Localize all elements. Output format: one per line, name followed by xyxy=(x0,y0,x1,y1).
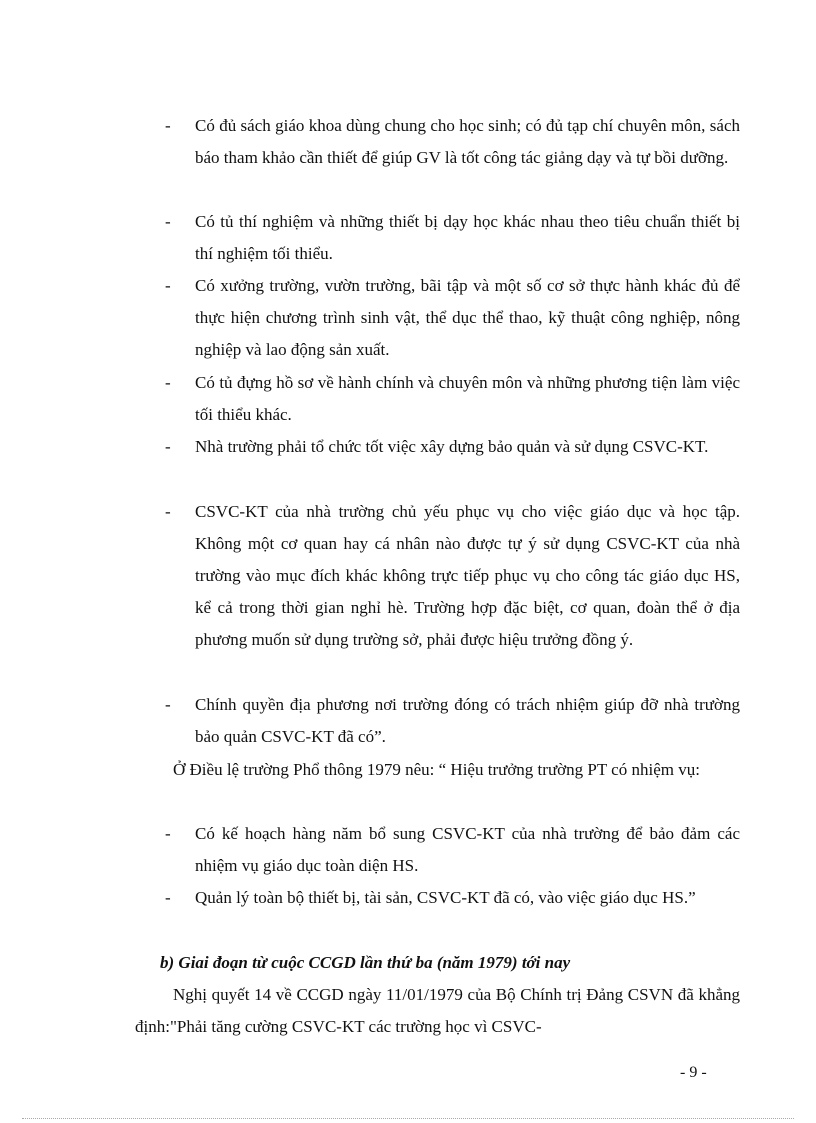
list-item-text: Chính quyền địa phương nơi trường đóng có trách nhiệm giúp đỡ nhà trường bảo quản CSVC-KT đã có”. xyxy=(195,695,740,746)
list-item-text: Có kế hoạch hàng năm bổ sung CSVC-KT của nhà trường để bảo đảm các nhiệm vụ giáo dục toàn diện HS. xyxy=(195,824,740,875)
bullet-marker: - xyxy=(165,212,171,231)
bullet-marker: - xyxy=(165,695,171,714)
list-item-text: Quản lý toàn bộ thiết bị, tài sản, CSVC-KT đã có, vào việc giáo dục HS.” xyxy=(195,888,696,907)
bullet-marker: - xyxy=(165,824,171,843)
bullet-marker: - xyxy=(165,276,171,295)
bullet-marker: - xyxy=(165,373,171,392)
bullet-marker: - xyxy=(165,116,171,135)
list-item-text: Có tủ đựng hồ sơ về hành chính và chuyên môn và những phương tiện làm việc tối thiểu khác. xyxy=(195,373,740,424)
list-item-text: Có xưởng trường, vườn trường, bãi tập và một số cơ sở thực hành khác đủ để thực hiện chương trình sinh vật, thể dục thể thao, kỹ thuật công nghiệp, nông nghiệp và lao động sản xuất. xyxy=(195,276,740,359)
list-item-text: Nhà trường phải tổ chức tốt việc xây dựng bảo quản và sử dụng CSVC-KT. xyxy=(195,437,709,456)
list-item-text: CSVC-KT của nhà trường chủ yếu phục vụ cho việc giáo dục và học tập. Không một cơ quan hay cá nhân nào được tự ý sử dụng CSVC-KT của nhà trường vào mục đích khác không trực tiếp phục vụ cho công tác giáo dục HS, kể cả trong thời gian nghỉ hè. Trường hợp đặc biệt, cơ quan, đoàn thể ở địa phương muốn sử dụng trường sở, phải được hiệu trưởng đồng ý. xyxy=(195,502,740,649)
bullet-marker: - xyxy=(165,888,171,907)
list-item-text: Có đủ sách giáo khoa dùng chung cho học sinh; có đủ tạp chí chuyên môn, sách báo tham khảo cần thiết để giúp GV là tốt công tác giảng dạy và tự bồi dưỡng. xyxy=(195,116,740,167)
footer-divider xyxy=(22,1118,794,1119)
body-paragraph: Ở Điều lệ trường Phổ thông 1979 nêu: “ Hiệu trưởng trường PT có nhiệm vụ: xyxy=(173,760,700,779)
page-number: - 9 - xyxy=(680,1064,707,1081)
list-item-text: Có tủ thí nghiệm và những thiết bị dạy học khác nhau theo tiêu chuẩn thiết bị thí nghiệm tối thiểu. xyxy=(195,212,740,263)
bullet-marker: - xyxy=(165,437,171,456)
body-paragraph: Nghị quyết 14 về CCGD ngày 11/01/1979 của Bộ Chính trị Đảng CSVN đã khẳng định:"Phải tăng cường CSVC-KT các trường học vì CSVC- xyxy=(135,985,740,1036)
bullet-marker: - xyxy=(165,502,171,521)
section-heading: b) Giai đoạn từ cuộc CCGD lần thứ ba (năm 1979) tới nay xyxy=(160,953,571,972)
